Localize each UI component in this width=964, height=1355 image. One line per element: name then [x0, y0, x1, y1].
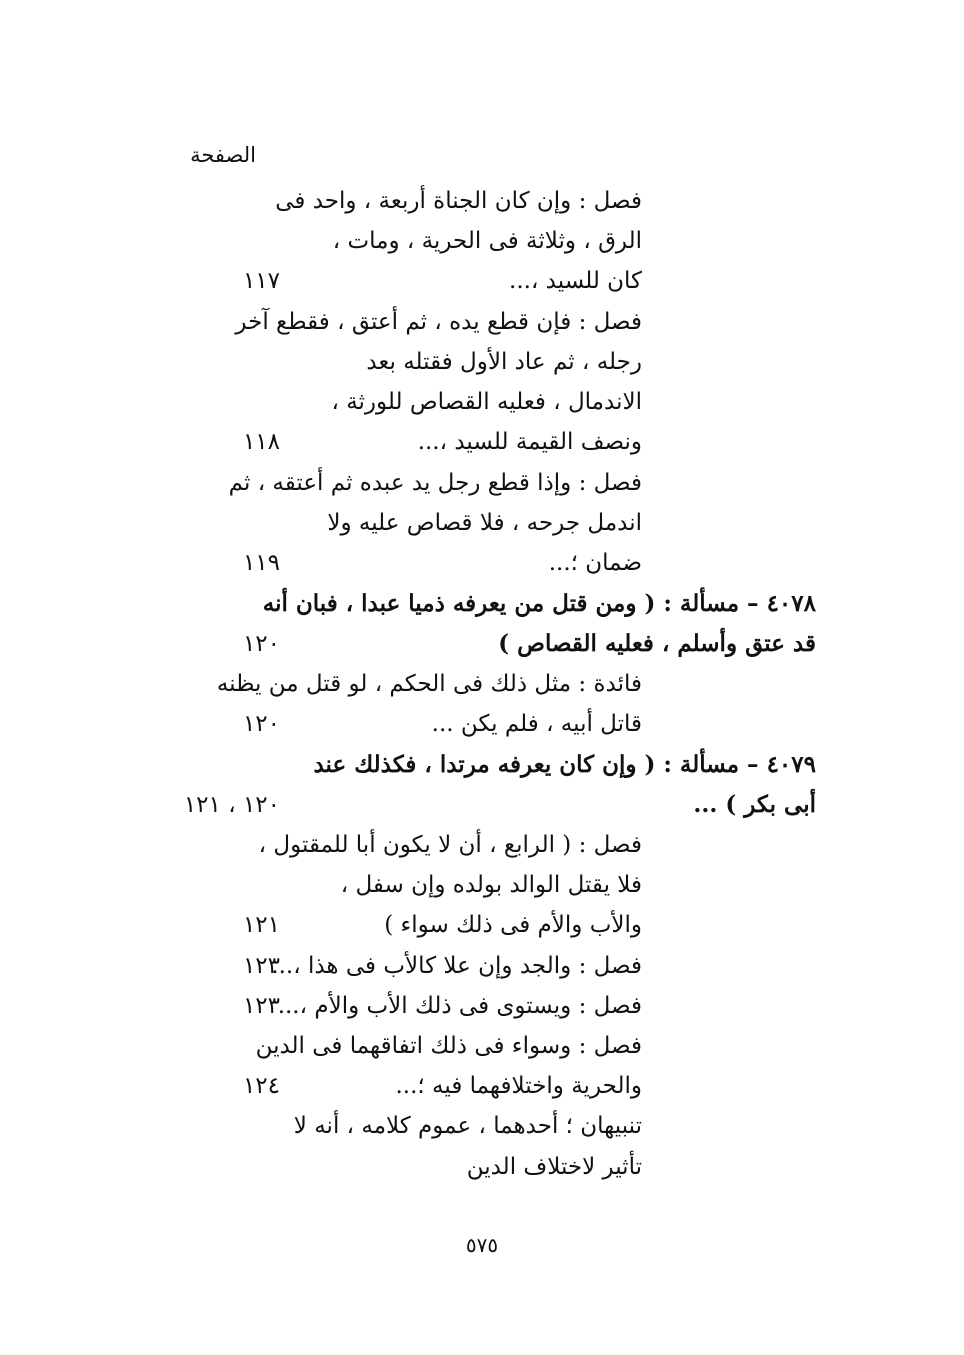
index-entry-line: فائدة : مثل ذلك فى الحكم ، لو قتل من يظنه [216, 671, 642, 697]
page-reference: ١٢٠ ، ١٢١ [183, 792, 280, 818]
page-reference: ١١٩ [242, 550, 280, 576]
index-entry-line: والأب والأم فى ذلك سواء ) [384, 912, 642, 938]
index-entry-line: فصل : فإن قطع يده ، ثم أعتق ، فقطع آخر [235, 309, 642, 335]
issue-entry-line: ٤٠٧٩ – مسألة : ( وإن كان يعرفه مرتدا ، فكذلك عند [313, 751, 816, 778]
index-entry-line: فصل : ويستوى فى ذلك الأب والأم ،... [277, 993, 642, 1019]
page-reference: ١٢٣ [242, 993, 280, 1019]
index-entry-line: ونصف القيمة للسيد ،... [417, 429, 642, 455]
index-entry-line: تأثير لاختلاف الدين [466, 1154, 642, 1180]
index-entry-line: الاندمال ، فعليه القصاص للورثة ، [331, 389, 642, 415]
page-reference: ١٢١ [242, 912, 280, 938]
index-entry-line: قاتل أبيه ، فلم يكن ... [431, 711, 642, 737]
page-reference: ١٢٣ [242, 953, 280, 979]
page-reference: ١٢٠ [242, 711, 280, 737]
issue-entry-line: أبى بكر ) ... [693, 791, 816, 818]
page-reference: ١١٧ [242, 268, 280, 294]
issue-entry-line: ٤٠٧٨ – مسألة : ( ومن قتل من يعرفه ذميا عبدا ، فبان أنه [262, 590, 816, 617]
page-reference: ١٢٠ [242, 631, 280, 657]
index-entry-line: فصل : وإذا قطع رجل يد عبده ثم أعتقه ، ثم [228, 470, 642, 496]
index-entry-line: والحرية واختلافهما فيه ؛... [395, 1073, 642, 1099]
index-entry-line: تنبيهان ؛ أحدهما ، عموم كلامه ، أنه لا [293, 1113, 642, 1139]
page-number: ٥٧٥ [465, 1233, 499, 1257]
index-entry-line: فلا يقتل الوالد بولده وإن سفل ، [340, 872, 642, 898]
index-entry-line: فصل : وسواء فى ذلك اتفاقهما فى الدين [255, 1033, 642, 1059]
index-entry-line: الرق ، وثلاثة فى الحرية ، ومات ، [332, 228, 642, 254]
index-entry-line: فصل : ( الرابع ، أن لا يكون أبا للمقتول ، [258, 832, 642, 858]
index-entry-line: رجله ، ثم عاد الأول فقتله بعد [366, 349, 642, 375]
index-entry-line: اندمل جرحه ، فلا قصاص عليه ولا [327, 510, 642, 536]
issue-entry-line: قد عتق وأسلم ، فعليه القصاص ) [498, 630, 816, 657]
index-entry-line: كان للسيد ،... [509, 268, 642, 294]
index-entry-line: فصل : والجد وإن علا كالأب فى هذا ،... [271, 953, 642, 979]
page-reference: ١١٨ [242, 429, 280, 455]
index-entry-line: فصل : وإن كان الجناة أربعة ، واحد فى [275, 188, 642, 214]
page-column-header: الصفحة [190, 143, 256, 167]
index-entry-line: ضمان ؛... [548, 550, 642, 576]
page-reference: ١٢٤ [242, 1073, 280, 1099]
